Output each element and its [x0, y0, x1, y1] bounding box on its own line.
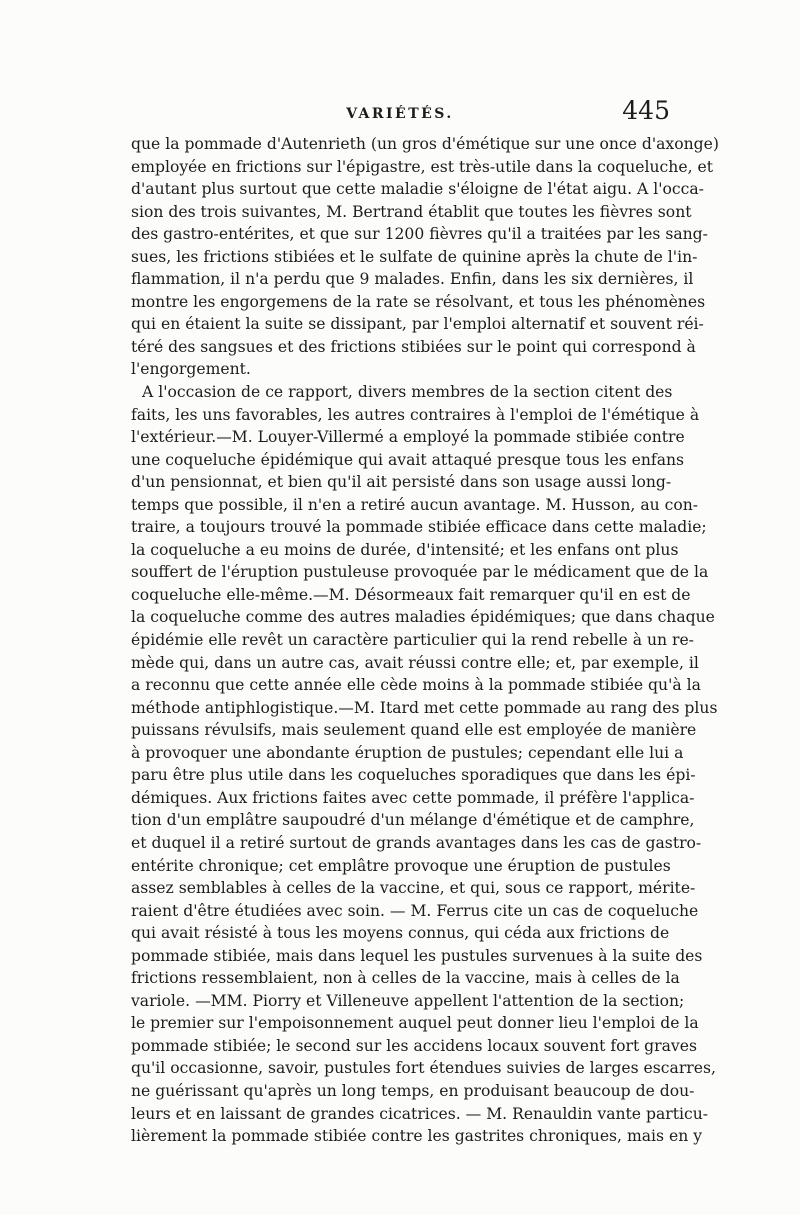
text-line: méthode antiphlogistique.—M. Itard met cette pommade au rang des plus: [131, 698, 718, 717]
text-line: flammation, il n'a perdu que 9 malades. Enfin, dans les six dernières, il: [131, 270, 694, 289]
text-line: traire, a toujours trouvé la pommade stibiée efficace dans cette maladie;: [131, 518, 707, 537]
text-line: sues, les frictions stibiées et le sulfate de quinine après la chute de l'in-: [131, 247, 698, 266]
text-line: et duquel il a retiré surtout de grands avantages dans les cas de gastro-: [131, 833, 702, 852]
text-line: puissans révulsifs, mais seulement quand elle est employée de manière: [131, 721, 697, 740]
text-line: à provoquer une abondante éruption de pustules; cependant elle lui a: [131, 743, 684, 762]
text-line: variole. —MM. Piorry et Villeneuve appellent l'attention de la section;: [131, 991, 685, 1010]
text-line: pommade stibiée, mais dans lequel les pustules survenues à la suite des: [131, 946, 703, 965]
text-line: une coqueluche épidémique qui avait attaqué presque tous les enfans: [131, 450, 685, 469]
text-line: entérite chronique; cet emplâtre provoque une éruption de pustules: [131, 856, 671, 875]
text-line: temps que possible, il n'en a retiré aucun avantage. M. Husson, au con-: [131, 495, 699, 514]
body-text: [131, 133, 719, 1148]
text-line: des gastro-entérites, et que sur 1200 fièvres qu'il a traitées par les sang-: [131, 225, 708, 244]
text-line: l'engorgement.: [131, 360, 251, 379]
text-line: mède qui, dans un autre cas, avait réussi contre elle; et, par exemple, il: [131, 653, 699, 672]
text-line: leurs et en laissant de grandes cicatrices. — M. Renauldin vante particu-: [131, 1104, 709, 1123]
text-line: la coqueluche comme des autres maladies épidémiques; que dans chaque: [131, 608, 715, 627]
text-line: faits, les uns favorables, les autres contraires à l'emploi de l'émétique à: [131, 405, 700, 424]
text-line: paru être plus utile dans les coqueluches sporadiques que dans les épi-: [131, 766, 696, 785]
text-line: que la pommade d'Autenrieth (un gros d'émétique sur une once d'axonge): [131, 135, 719, 153]
text-line: A l'occasion de ce rapport, divers membres de la section citent des: [142, 383, 673, 402]
text-line: lièrement la pommade stibiée contre les gastrites chroniques, mais en y: [131, 1127, 703, 1146]
text-line: coqueluche elle-même.—M. Désormeaux fait remarquer qu'il en est de: [131, 585, 691, 604]
paragraph: [131, 133, 719, 381]
running-head: [130, 98, 670, 132]
text-line: frictions ressemblaient, non à celles de la vaccine, mais à celles de la: [131, 969, 680, 988]
text-line: a reconnu que cette année elle cède moins à la pommade stibiée qu'à la: [131, 676, 701, 695]
text-line: montre les engorgemens de la rate se résolvant, et tous les phénomènes: [131, 292, 706, 311]
text-line: d'un pensionnat, et bien qu'il ait persisté dans son usage aussi long-: [131, 473, 672, 492]
text-line: pommade stibiée; le second sur les accidens locaux souvent fort graves: [131, 1036, 697, 1055]
text-line: l'extérieur.—M. Louyer-Villermé a employé la pommade stibiée contre: [131, 428, 685, 447]
text-line: ne guérissant qu'après un long temps, en produisant beaucoup de dou-: [131, 1081, 695, 1100]
paragraph: [131, 381, 718, 1148]
text-line: démiques. Aux frictions faites avec cette pommade, il préfère l'applica-: [131, 788, 695, 807]
text-line: sion des trois suivantes, M. Bertrand établit que toutes les fièvres sont: [131, 202, 692, 221]
running-title: VARIÉTÉS.: [346, 106, 454, 122]
page-number: 445: [622, 96, 670, 125]
text-line: qui avait résisté à tous les moyens connus, qui céda aux frictions de: [131, 924, 670, 943]
text-line: assez semblables à celles de la vaccine, et qui, sous ce rapport, mérite-: [131, 879, 696, 898]
text-line: téré des sangsues et des frictions stibiées sur le point qui correspond à: [131, 337, 696, 356]
text-line: qui en étaient la suite se dissipant, par l'emploi alternatif et souvent réi-: [131, 315, 704, 334]
text-line: le premier sur l'empoisonnement auquel peut donner lieu l'emploi de la: [131, 1014, 699, 1033]
text-line: qu'il occasionne, savoir, pustules fort étendues suivies de larges escarres,: [131, 1059, 716, 1078]
text-line: épidémie elle revêt un caractère particulier qui la rend rebelle à un re-: [131, 631, 694, 650]
text-line: raient d'être étudiées avec soin. — M. Ferrus cite un cas de coqueluche: [131, 901, 699, 920]
text-line: tion d'un emplâtre saupoudré d'un mélange d'émétique et de camphre,: [131, 811, 695, 830]
text-line: d'autant plus surtout que cette maladie s'éloigne de l'état aigu. A l'occa-: [131, 180, 704, 199]
text-line: souffert de l'éruption pustuleuse provoquée par le médicament que de la: [131, 563, 709, 582]
text-line: employée en frictions sur l'épigastre, est très-utile dans la coqueluche, et: [131, 157, 713, 176]
text-line: la coqueluche a eu moins de durée, d'intensité; et les enfans ont plus: [131, 540, 679, 559]
